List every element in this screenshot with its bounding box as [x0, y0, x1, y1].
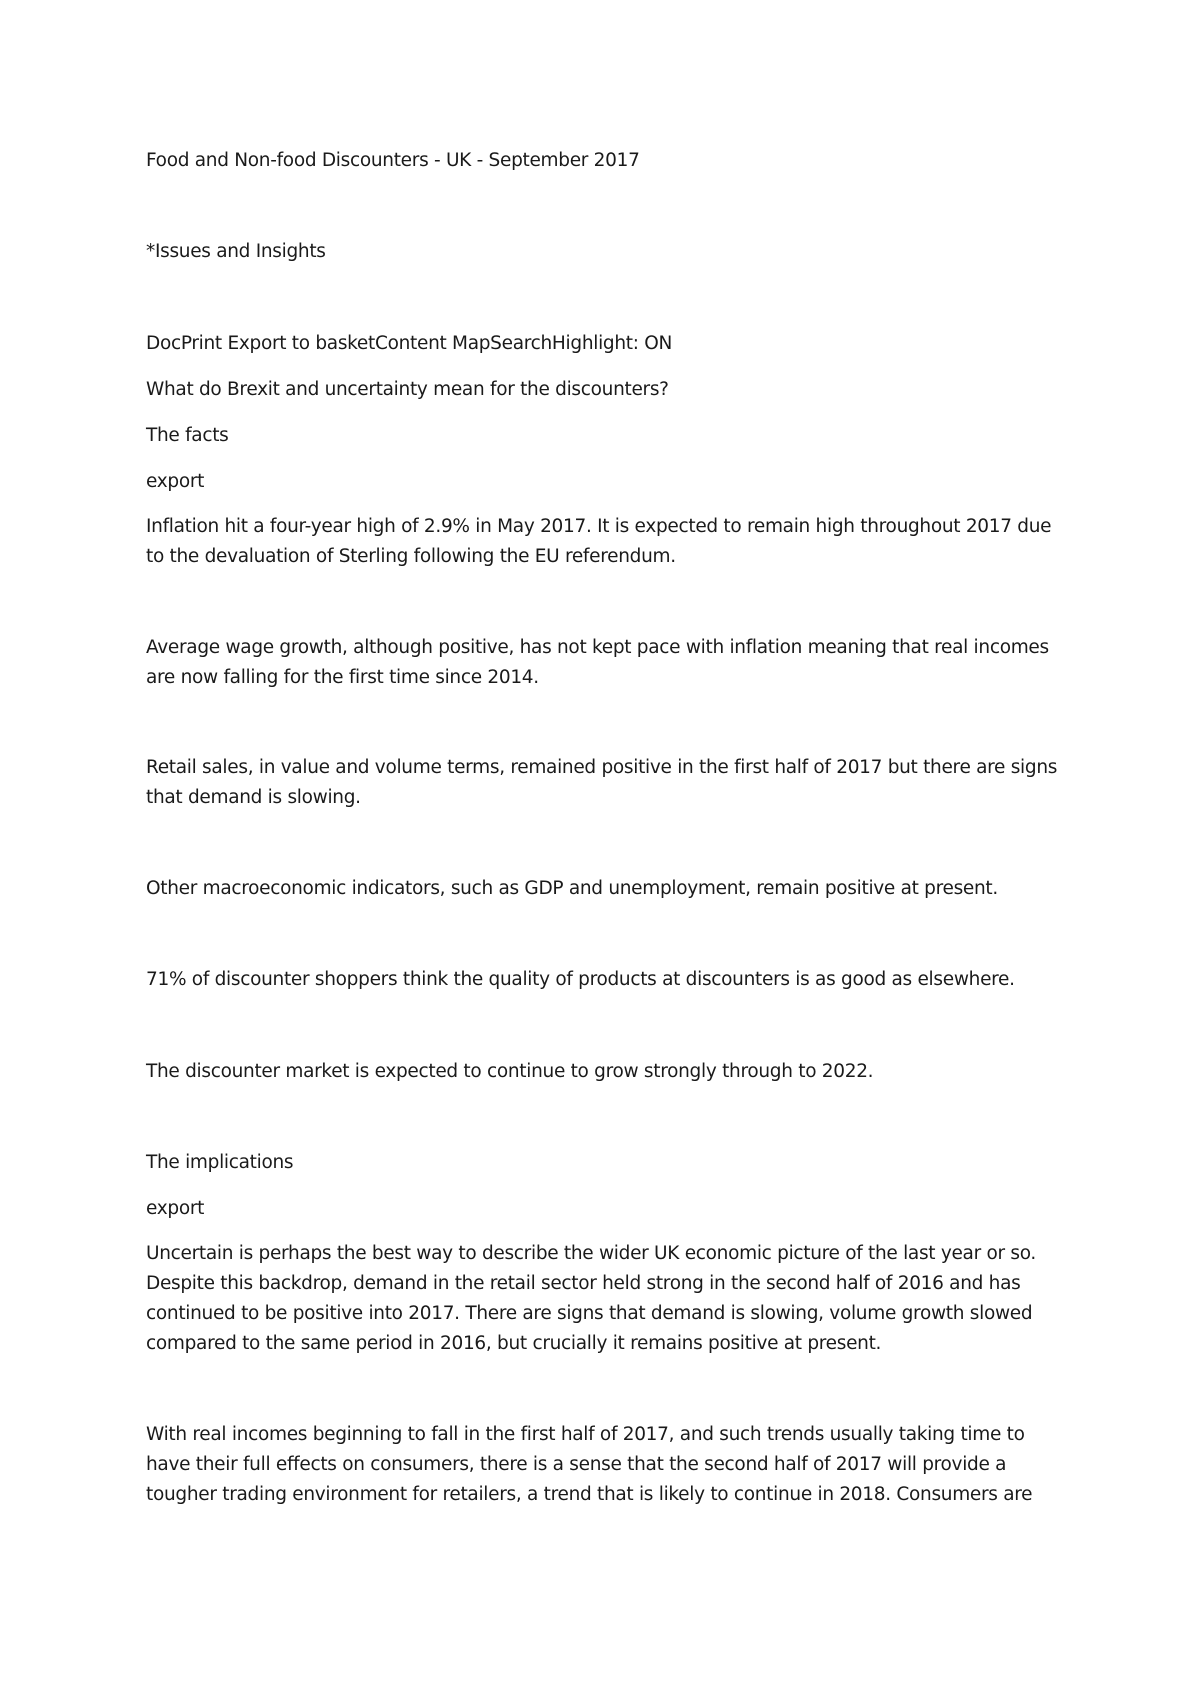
- fact-paragraph: Inflation hit a four-year high of 2.9% in May 2017. It is expected to remain high throughout 2017 due to the devaluation of Sterling following the EU referendum.: [146, 516, 1052, 567]
- section-heading: *Issues and Insights: [146, 241, 326, 262]
- question-heading: What do Brexit and uncertainty mean for the discounters?: [146, 379, 669, 400]
- fact-paragraph: Other macroeconomic indicators, such as GDP and unemployment, remain positive at present.: [146, 878, 998, 899]
- toolbar-text: DocPrint Export to basketContent MapSearchHighlight: ON: [146, 333, 673, 354]
- implication-paragraph: With real incomes beginning to fall in the first half of 2017, and such trends usually taking time to have their full effects on consumers, there is a sense that the second half of 2017 will provide a tougher trading environment for retailers, a trend that is likely to continue in 2018. Consumers are: [146, 1424, 1033, 1505]
- fact-paragraph: Average wage growth, although positive, has not kept pace with inflation meaning that real incomes are now falling for the first time since 2014.: [146, 637, 1049, 688]
- document-title: Food and Non-food Discounters - UK - September 2017: [146, 150, 640, 171]
- fact-paragraph: The discounter market is expected to continue to grow strongly through to 2022.: [146, 1061, 874, 1082]
- implication-paragraph: Uncertain is perhaps the best way to describe the wider UK economic picture of the last year or so. Despite this backdrop, demand in the retail sector held strong in the second half of 2016 and has continued to be positive into 2017. There are signs that demand is slowing, volume growth slowed compared to the same period in 2016, but crucially it remains positive at present.: [146, 1243, 1036, 1354]
- implications-export-label: export: [146, 1198, 205, 1219]
- facts-export-label: export: [146, 471, 205, 492]
- fact-paragraph: 71% of discounter shoppers think the quality of products at discounters is as good as elsewhere.: [146, 969, 1015, 990]
- implications-heading: The implications: [146, 1152, 294, 1173]
- facts-heading: The facts: [146, 425, 229, 446]
- fact-paragraph: Retail sales, in value and volume terms, remained positive in the first half of 2017 but there are signs that demand is slowing.: [146, 757, 1058, 808]
